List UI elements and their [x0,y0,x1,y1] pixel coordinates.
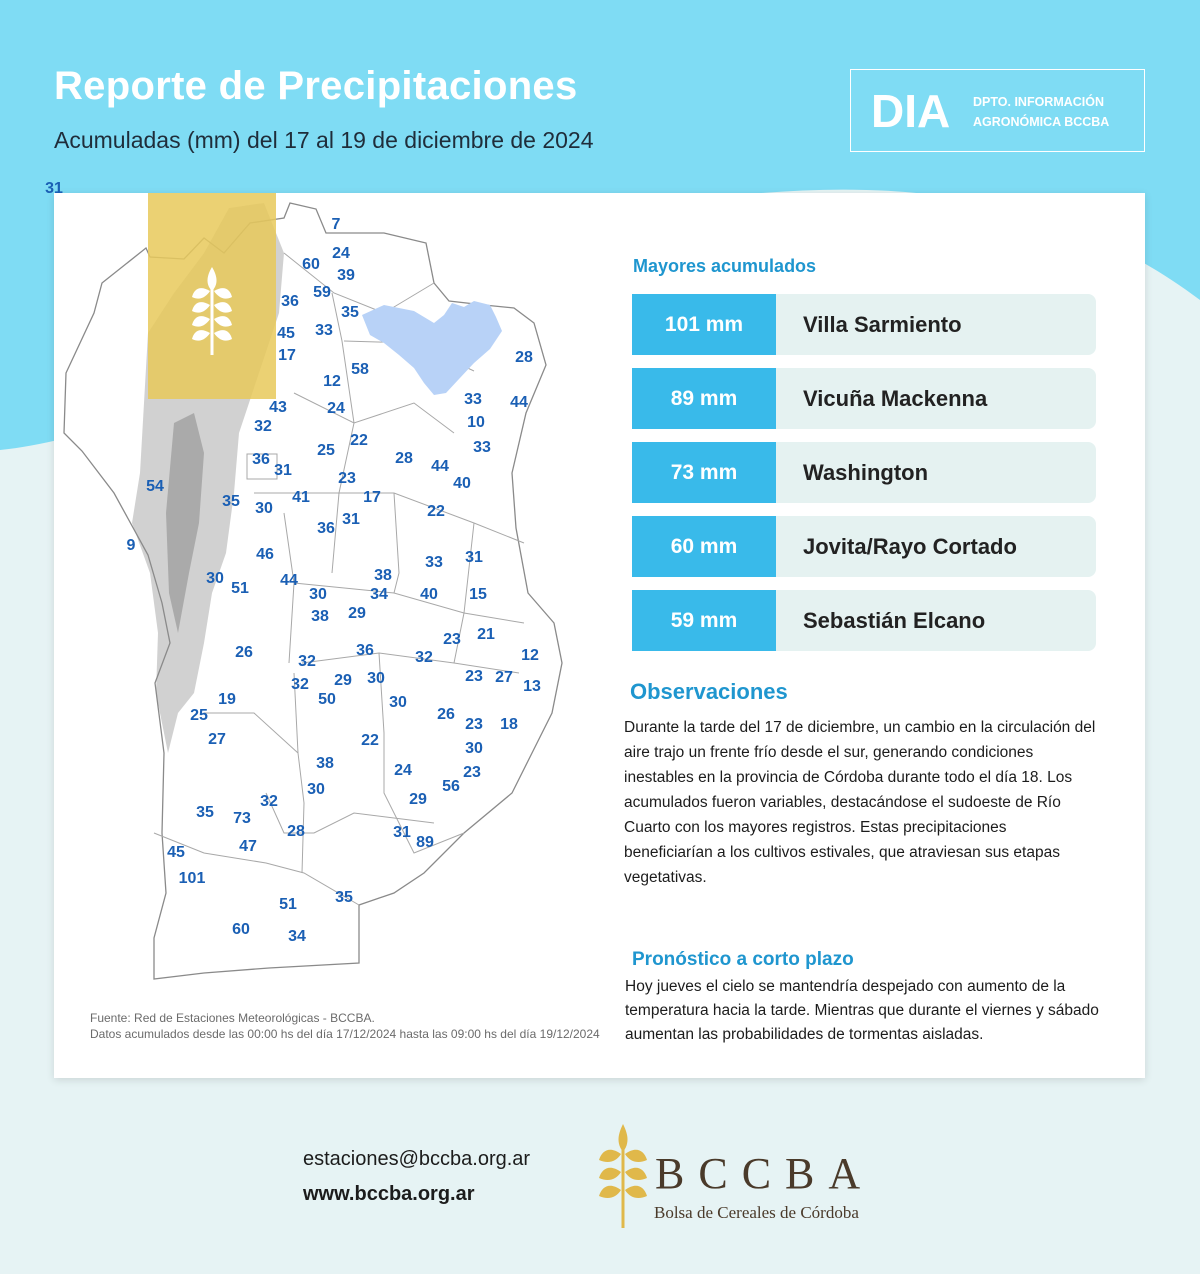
data-source-note [90,1010,610,1042]
rainfall-value: 36 [356,642,374,659]
rainfall-value: 18 [500,716,518,733]
rainfall-value: 12 [521,647,539,664]
rainfall-value: 32 [298,653,316,670]
rainfall-value: 60 [302,256,320,273]
rainfall-value: 22 [427,503,445,520]
dia-abbreviation: DIA [871,85,951,137]
rainfall-value: 24 [332,245,350,262]
rainfall-value: 23 [443,631,461,648]
rainfall-value: 29 [409,791,427,808]
rainfall-value: 32 [254,418,272,435]
rainfall-value: 51 [231,580,249,597]
rainfall-value: 31 [342,511,360,528]
rainfall-value: 30 [255,500,273,517]
rainfall-value: 35 [222,493,240,510]
ranking-row [632,368,1096,429]
rainfall-value: 27 [495,669,513,686]
rainfall-value: 40 [420,586,438,603]
contact-website[interactable]: www.bccba.org.ar [303,1183,475,1205]
rainfall-value: 30 [389,694,407,711]
precipitation-map [45,180,614,993]
rainfall-value: 30 [367,670,385,687]
rainfall-value: 43 [269,399,287,416]
rainfall-value: 45 [167,844,185,861]
rainfall-value: 51 [279,896,297,913]
forecast-text: Hoy jueves el cielo se mantendría despejado con aumento de la temperatura hacia la tarde. Mientras que durante el viernes y sábado aumentan las probabilidades de tormentas aisladas. [625,978,1099,1043]
ranking-place: Villa Sarmiento [803,311,962,337]
rainfall-value: 7 [331,216,341,233]
rainfall-value: 13 [523,678,541,695]
rainfall-value: 29 [334,672,352,689]
dia-badge [850,69,1145,152]
rainfall-value: 36 [317,520,335,537]
rainfall-value: 44 [510,394,528,411]
rainfall-value: 29 [348,605,366,622]
rainfall-value: 26 [437,706,455,723]
rainfall-value: 73 [233,810,251,827]
rainfall-value: 31 [45,180,63,197]
rainfall-value: 31 [393,824,411,841]
rainfall-value: 28 [287,823,305,840]
logo-full-name: Bolsa de Cereales de Córdoba [654,1203,859,1222]
rainfall-value: 15 [469,586,487,603]
rainfall-value: 58 [351,361,369,378]
ranking-value: 59 mm [632,590,776,651]
rainfall-value: 38 [311,608,329,625]
ranking-heading: Mayores acumulados [633,256,817,276]
rainfall-value: 36 [252,451,270,468]
rainfall-value: 41 [292,489,310,506]
rainfall-value: 25 [317,442,335,459]
rainfall-value: 27 [208,731,226,748]
ranking-value: 60 mm [632,516,776,577]
rainfall-value: 54 [146,478,164,495]
rainfall-value: 44 [280,572,298,589]
rainfall-value: 23 [338,470,356,487]
report-card [45,180,1145,1078]
observations-text: Durante la tarde del 17 de diciembre, un cambio en la circulación del aire trajo un frente frío desde el sur, generando condiciones inestables en la provincia de Córdoba durante todo el día 18. Los acumulados fueron variables, destacándose el sudoeste de Río Cuarto con los mayores registros. Estas precipitaciones beneficiarían a los cultivos estivales, que atraviesan sus etapas vegetativas. [624,719,1096,886]
rainfall-value: 32 [291,676,309,693]
rainfall-value: 33 [425,554,443,571]
rainfall-value: 38 [316,755,334,772]
ranking-row [632,516,1096,577]
rainfall-value: 32 [415,649,433,666]
dia-line-2: AGRONÓMICA BCCBA [973,115,1110,129]
ranking-value: 101 mm [632,294,776,355]
rainfall-value: 26 [235,644,253,661]
rainfall-value: 45 [277,325,295,342]
source-line-2: Datos acumulados desde las 00:00 hs del día 17/12/2024 hasta las 09:00 hs del día 19/12/2024 [90,1027,600,1041]
rainfall-value: 33 [315,322,333,339]
ranking-row [632,590,1096,651]
rainfall-value: 30 [465,740,483,757]
report-subtitle: Acumuladas (mm) del 17 al 19 de diciembre de 2024 [54,127,594,153]
ranking-value: 73 mm [632,442,776,503]
rainfall-value: 22 [350,432,368,449]
rainfall-value: 33 [473,439,491,456]
rainfall-value: 23 [463,764,481,781]
rainfall-value: 34 [288,928,306,945]
ranking-place: Jovita/Rayo Cortado [803,533,1017,559]
rainfall-value: 30 [309,586,327,603]
ranking-place: Sebastián Elcano [803,607,986,633]
rainfall-value: 31 [274,462,292,479]
rainfall-value: 33 [464,391,482,408]
rainfall-value: 31 [465,549,483,566]
wheat-icon [596,1124,650,1228]
rainfall-value: 21 [477,626,495,643]
rainfall-value: 30 [206,570,224,587]
dia-department [973,92,1109,132]
ranking-row [632,442,1096,503]
rainfall-value: 22 [361,732,379,749]
rainfall-value: 24 [394,762,412,779]
source-line-1: Fuente: Red de Estaciones Meteorológicas - BCCBA. [90,1011,375,1025]
rainfall-value: 101 [178,870,206,887]
rainfall-value: 40 [453,475,471,492]
lake-mar-chiquita [362,301,502,395]
rainfall-value: 9 [126,537,136,554]
rainfall-value: 35 [196,804,214,821]
map-highlight-box [148,193,276,399]
ranking-place: Vicuña Mackenna [803,385,988,411]
rainfall-value: 59 [313,284,331,301]
rainfall-value: 44 [431,458,449,475]
logo-wordmark: BCCBA [655,1149,875,1198]
rainfall-value: 56 [442,778,460,795]
rainfall-value: 89 [416,834,434,851]
report-title: Reporte de Precipitaciones [54,64,578,108]
ranking-value: 89 mm [632,368,776,429]
rainfall-value: 32 [260,793,278,810]
rainfall-value: 23 [465,716,483,733]
rainfall-value: 36 [281,293,299,310]
rainfall-value: 24 [327,400,345,417]
rainfall-value: 23 [465,668,483,685]
ranking-list [632,294,1096,664]
rainfall-value: 38 [374,567,392,584]
rainfall-value: 35 [341,304,359,321]
rainfall-value: 19 [218,691,236,708]
rainfall-value: 25 [190,707,208,724]
rainfall-value: 47 [239,838,257,855]
rainfall-value: 28 [395,450,413,467]
forecast-heading: Pronóstico a corto plazo [632,949,854,970]
contact-email[interactable]: estaciones@bccba.org.ar [303,1148,531,1170]
rainfall-value: 34 [370,586,388,603]
rainfall-value: 28 [515,349,533,366]
rainfall-value: 46 [256,546,274,563]
rainfall-value: 30 [307,781,325,798]
ranking-place: Washington [803,459,929,485]
rainfall-value: 10 [467,414,485,431]
rainfall-value: 35 [335,889,353,906]
rainfall-value: 17 [278,347,296,364]
rainfall-value: 50 [318,691,336,708]
rainfall-value: 39 [337,267,355,284]
ranking-row [632,294,1096,355]
rainfall-value: 17 [363,489,381,506]
rainfall-value: 60 [232,921,250,938]
dia-line-1: DPTO. INFORMACIÓN [973,95,1105,109]
observations-heading: Observaciones [630,679,788,704]
rainfall-value: 12 [323,373,341,390]
